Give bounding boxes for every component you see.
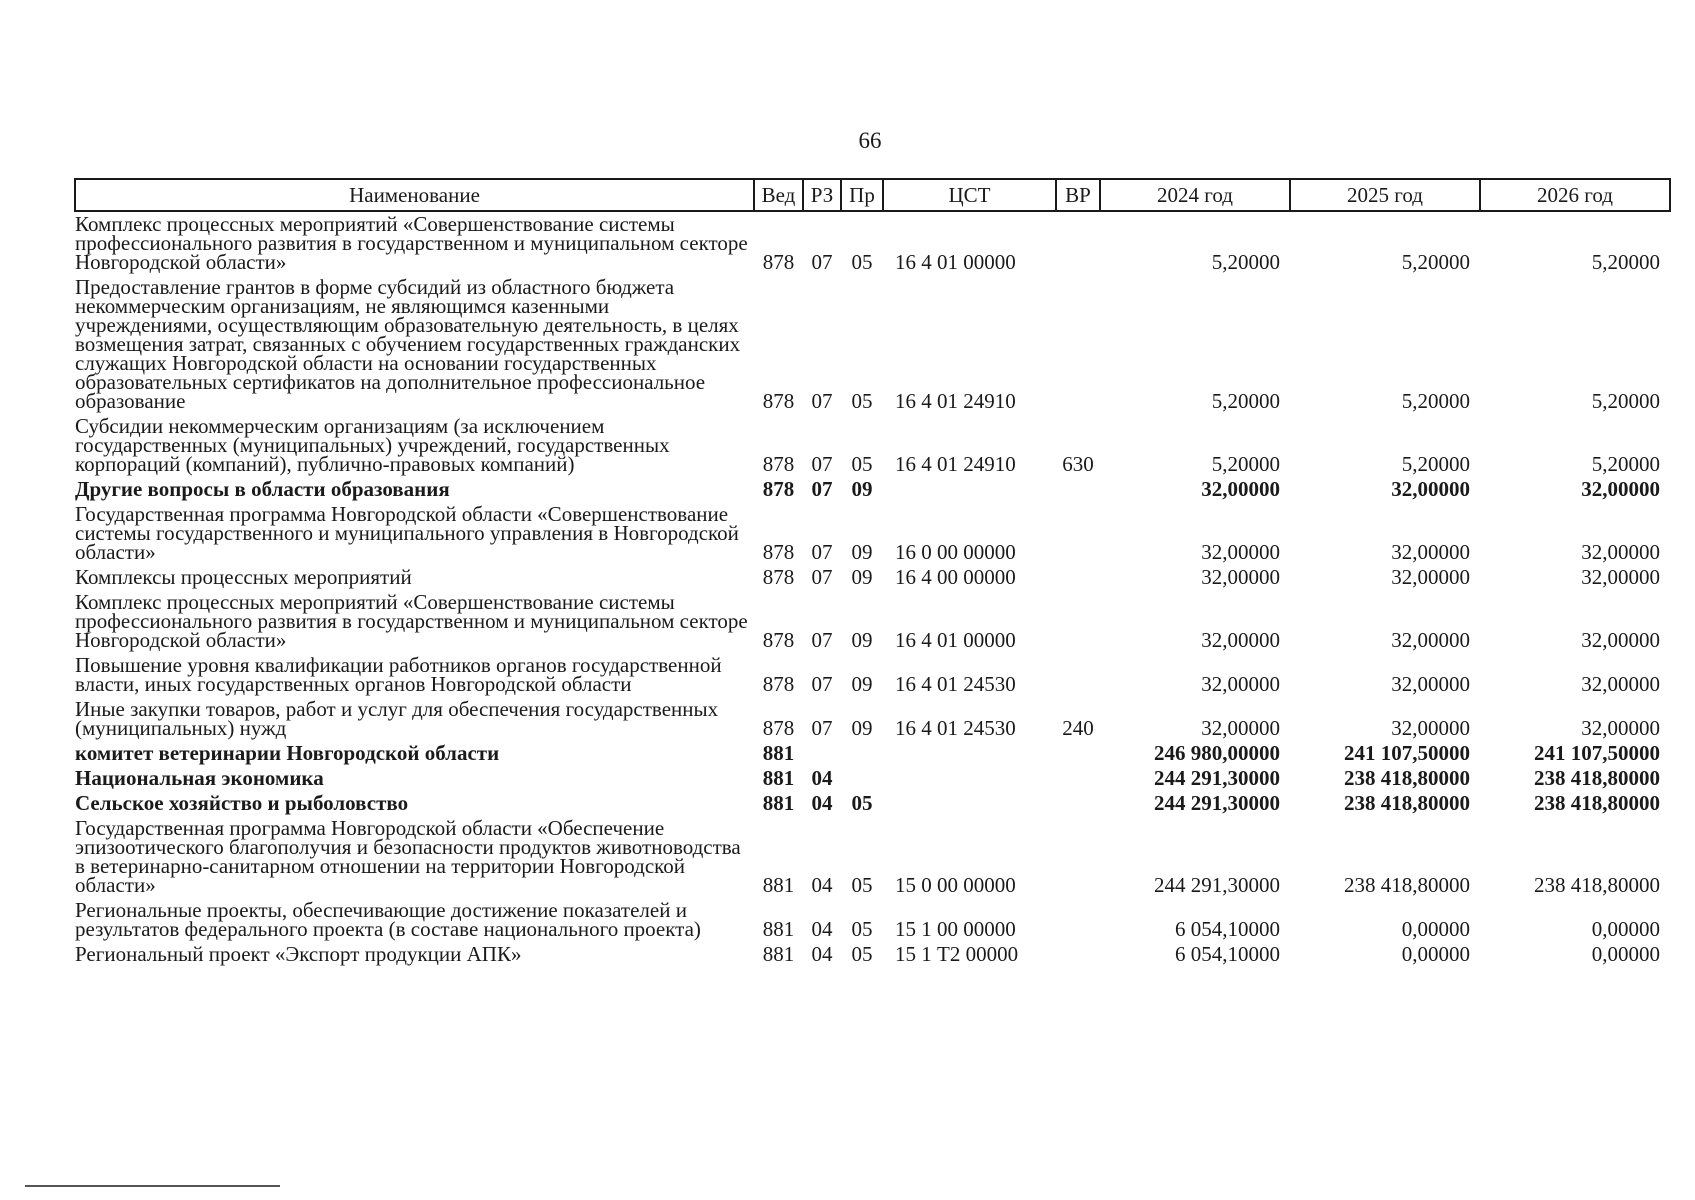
- cell-rz: 07: [811, 672, 833, 696]
- cell-name: комитет ветеринарии Новгородской области: [75, 741, 500, 765]
- cell-pr: 05: [851, 250, 873, 274]
- cell-2025: 32,00000: [1391, 540, 1470, 564]
- cell-2024: 5,20000: [1211, 452, 1280, 476]
- cell-cst: [883, 791, 1056, 816]
- cell-rz: [803, 741, 841, 766]
- table-row: [75, 502, 1670, 565]
- cell-vr: [1056, 791, 1100, 816]
- cell-vr: 630: [1062, 452, 1094, 476]
- cell-2026: 0,00000: [1591, 942, 1660, 966]
- footer-rule: [25, 1185, 280, 1187]
- cell-ved: 881: [762, 942, 795, 966]
- cell-ved: 878: [762, 672, 795, 696]
- cell-name: Государственная программа Новгородской области «Обеспечение эпизоотического благополучия и безопасности продуктов животноводства в ветеринарно-санитарном отношении на территории Новгородской области»: [75, 816, 741, 897]
- cell-pr: 05: [851, 917, 873, 941]
- cell-pr: 05: [851, 873, 873, 897]
- cell-ved: 878: [762, 389, 795, 413]
- cell-name: Предоставление грантов в форме субсидий из областного бюджета некоммерческим организациям, не являющимся казенными учреждениями, осуществляющим образовательную деятельность, в целях возмещения затрат, связанных с обучением государственных гражданских служащих Новгородской области на основании государственных образовательных сертификатов на дополнительное профессиональное образование: [75, 275, 741, 413]
- page-number: 66: [858, 128, 882, 153]
- table-row: [75, 477, 1670, 502]
- cell-2026: 0,00000: [1591, 917, 1660, 941]
- cell-rz: 04: [811, 942, 833, 966]
- cell-rz: 07: [811, 452, 833, 476]
- cell-name: Комплекс процессных мероприятий «Совершенствование системы профессионального развития в государственном и муниципальном секторе Новгородской области»: [75, 590, 748, 652]
- cell-cst: 15 1 00 00000: [895, 917, 1016, 941]
- table-row: [75, 590, 1670, 653]
- cell-2024: 244 291,30000: [1154, 766, 1280, 790]
- cell-2026: 238 418,80000: [1534, 766, 1660, 790]
- cell-rz: 07: [811, 716, 833, 740]
- cell-2025: 0,00000: [1401, 942, 1470, 966]
- header-ved: Вед: [754, 179, 803, 211]
- cell-2024: 6 054,10000: [1175, 942, 1280, 966]
- cell-2024: 246 980,00000: [1154, 741, 1280, 765]
- table-row: [75, 653, 1670, 697]
- cell-2026: 238 418,80000: [1534, 791, 1660, 815]
- table-row: [75, 942, 1670, 967]
- header-name: Наименование: [75, 179, 754, 211]
- cell-name: Региональные проекты, обеспечивающие достижение показателей и результатов федерального проекта (в составе национального проекта): [75, 898, 701, 941]
- cell-2025: 32,00000: [1391, 565, 1470, 589]
- cell-name: Государственная программа Новгородской области «Совершенствование системы государственного и муниципального управления в Новгородской области»: [75, 502, 739, 564]
- cell-cst: 15 0 00 00000: [895, 873, 1016, 897]
- header-rz: РЗ: [803, 179, 841, 211]
- cell-vr: [1056, 477, 1100, 502]
- cell-rz: 04: [811, 791, 833, 815]
- cell-cst: 16 4 01 24530: [895, 672, 1016, 696]
- cell-2026: 32,00000: [1581, 540, 1660, 564]
- cell-pr: 05: [851, 389, 873, 413]
- cell-pr: 09: [851, 477, 873, 501]
- cell-2025: 241 107,50000: [1344, 741, 1470, 765]
- cell-vr: [1056, 502, 1100, 565]
- cell-vr: 240: [1062, 716, 1094, 740]
- header-vr: ВР: [1056, 179, 1100, 211]
- cell-rz: 04: [811, 917, 833, 941]
- cell-rz: 07: [811, 540, 833, 564]
- cell-vr: [1056, 275, 1100, 414]
- cell-ved: 881: [762, 766, 795, 790]
- cell-ved: 878: [762, 716, 795, 740]
- cell-2024: 244 291,30000: [1154, 873, 1280, 897]
- cell-cst: 16 4 01 24910: [895, 389, 1016, 413]
- cell-rz: 07: [811, 628, 833, 652]
- table-row: [75, 816, 1670, 898]
- cell-pr: 09: [851, 540, 873, 564]
- table-row: [75, 565, 1670, 590]
- cell-pr: 05: [851, 452, 873, 476]
- cell-rz: 07: [811, 477, 833, 501]
- cell-2024: 6 054,10000: [1175, 917, 1280, 941]
- cell-2024: 32,00000: [1201, 628, 1280, 652]
- cell-2025: 32,00000: [1391, 628, 1470, 652]
- budget-table: [74, 178, 1671, 967]
- cell-ved: 881: [762, 917, 795, 941]
- cell-vr: [1056, 565, 1100, 590]
- cell-pr: 05: [851, 791, 873, 815]
- cell-2026: 32,00000: [1581, 628, 1660, 652]
- cell-cst: 16 4 01 00000: [895, 250, 1016, 274]
- header-2024: 2024 год: [1100, 179, 1290, 211]
- table-row: [75, 898, 1670, 942]
- cell-cst: [883, 477, 1056, 502]
- cell-2025: 5,20000: [1401, 250, 1470, 274]
- cell-2025: 5,20000: [1401, 389, 1470, 413]
- cell-2026: 5,20000: [1591, 250, 1660, 274]
- cell-name: Комплексы процессных мероприятий: [75, 565, 412, 589]
- cell-2024: 32,00000: [1201, 565, 1280, 589]
- cell-2024: 244 291,30000: [1154, 791, 1280, 815]
- cell-ved: 881: [762, 873, 795, 897]
- cell-cst: [883, 766, 1056, 791]
- table-row: [75, 211, 1670, 275]
- table-body: [75, 211, 1670, 967]
- cell-2024: 5,20000: [1211, 389, 1280, 413]
- cell-2026: 32,00000: [1581, 716, 1660, 740]
- cell-2026: 32,00000: [1581, 565, 1660, 589]
- cell-2025: 238 418,80000: [1344, 791, 1470, 815]
- cell-cst: 16 4 00 00000: [895, 565, 1016, 589]
- cell-pr: 05: [851, 942, 873, 966]
- cell-2026: 32,00000: [1581, 477, 1660, 501]
- cell-pr: 09: [851, 716, 873, 740]
- cell-ved: 878: [762, 477, 795, 501]
- cell-2025: 238 418,80000: [1344, 873, 1470, 897]
- cell-ved: 878: [762, 452, 795, 476]
- cell-2025: 32,00000: [1391, 477, 1470, 501]
- cell-ved: 878: [762, 628, 795, 652]
- cell-name: Другие вопросы в области образования: [75, 477, 450, 501]
- cell-2026: 32,00000: [1581, 672, 1660, 696]
- cell-name: Региональный проект «Экспорт продукции АПК»: [75, 942, 522, 966]
- cell-cst: [883, 741, 1056, 766]
- cell-cst: 16 0 00 00000: [895, 540, 1016, 564]
- cell-vr: [1056, 942, 1100, 967]
- cell-2025: 5,20000: [1401, 452, 1470, 476]
- table-row: [75, 741, 1670, 766]
- cell-vr: [1056, 741, 1100, 766]
- table-row: [75, 697, 1670, 741]
- cell-2025: 32,00000: [1391, 672, 1470, 696]
- cell-ved: 878: [762, 540, 795, 564]
- cell-vr: [1056, 898, 1100, 942]
- cell-vr: [1056, 590, 1100, 653]
- cell-2024: 32,00000: [1201, 540, 1280, 564]
- cell-2024: 32,00000: [1201, 477, 1280, 501]
- cell-cst: 16 4 01 24910: [895, 452, 1016, 476]
- cell-ved: 881: [762, 741, 795, 765]
- cell-cst: 16 4 01 00000: [895, 628, 1016, 652]
- cell-rz: 04: [811, 766, 833, 790]
- cell-2024: 5,20000: [1211, 250, 1280, 274]
- table-row: [75, 275, 1670, 414]
- cell-2026: 238 418,80000: [1534, 873, 1660, 897]
- cell-2024: 32,00000: [1201, 672, 1280, 696]
- header-pr: Пр: [841, 179, 883, 211]
- cell-2025: 32,00000: [1391, 716, 1470, 740]
- table-row: [75, 766, 1670, 791]
- cell-vr: [1056, 816, 1100, 898]
- cell-pr: 09: [851, 672, 873, 696]
- cell-ved: 881: [762, 791, 795, 815]
- cell-2025: 238 418,80000: [1344, 766, 1470, 790]
- cell-vr: [1056, 211, 1100, 275]
- table-row: [75, 414, 1670, 477]
- cell-ved: 878: [762, 250, 795, 274]
- cell-2024: 32,00000: [1201, 716, 1280, 740]
- cell-ved: 878: [762, 565, 795, 589]
- cell-2026: 5,20000: [1591, 389, 1660, 413]
- cell-rz: 04: [811, 873, 833, 897]
- cell-pr: [841, 741, 883, 766]
- cell-rz: 07: [811, 250, 833, 274]
- cell-pr: 09: [851, 628, 873, 652]
- cell-cst: 15 1 Т2 00000: [895, 942, 1019, 966]
- cell-cst: 16 4 01 24530: [895, 716, 1016, 740]
- table-header-row: [75, 179, 1670, 211]
- cell-name: Сельское хозяйство и рыболовство: [75, 791, 409, 815]
- cell-pr: [841, 766, 883, 791]
- cell-2026: 241 107,50000: [1534, 741, 1660, 765]
- cell-name: Субсидии некоммерческим организациям (за исключением государственных (муниципальных) учреждений, государственных корпораций (компаний), публично-правовых компаний): [75, 414, 670, 476]
- header-2025: 2025 год: [1290, 179, 1480, 211]
- cell-rz: 07: [811, 565, 833, 589]
- header-2026: 2026 год: [1480, 179, 1670, 211]
- cell-vr: [1056, 653, 1100, 697]
- cell-vr: [1056, 766, 1100, 791]
- cell-name: Иные закупки товаров, работ и услуг для обеспечения государственных (муниципальных) нужд: [75, 697, 719, 740]
- cell-2025: 0,00000: [1401, 917, 1470, 941]
- cell-name: Национальная экономика: [75, 766, 324, 790]
- table-row: [75, 791, 1670, 816]
- cell-rz: 07: [811, 389, 833, 413]
- cell-name: Повышение уровня квалификации работников органов государственной власти, иных государственных органов Новгородской области: [75, 653, 722, 696]
- cell-2026: 5,20000: [1591, 452, 1660, 476]
- header-cst: ЦСТ: [883, 179, 1056, 211]
- cell-pr: 09: [851, 565, 873, 589]
- cell-name: Комплекс процессных мероприятий «Совершенствование системы профессионального развития в государственном и муниципальном секторе Новгородской области»: [75, 212, 748, 274]
